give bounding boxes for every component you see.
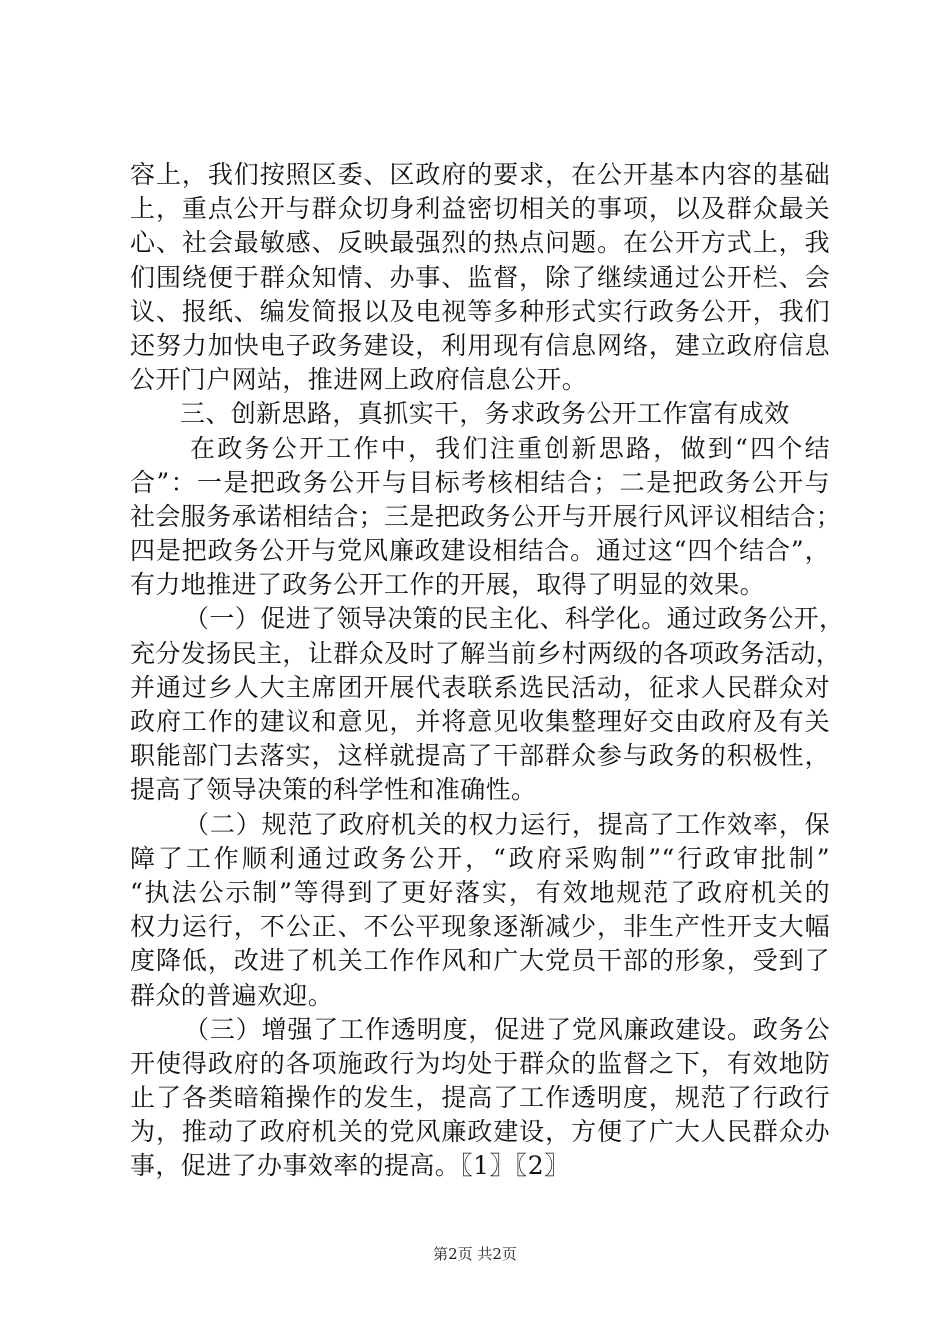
- body-line: （一）促进了领导决策的民主化、科学化。通过政务公开，: [184, 604, 845, 634]
- section-heading: 三、创新思路，真抓实干，务求政务公开工作富有成效: [180, 399, 790, 429]
- body-line: 上，重点公开与群众切身利益密切相关的事项，以及群众最关: [130, 194, 830, 224]
- body-line: （二）规范了政府机关的权力运行，提高了工作效率，保: [184, 809, 830, 839]
- body-line: 四是把政务公开与党风廉政建设相结合。通过这“四个结合”，: [130, 536, 830, 566]
- body-line: 在政务公开工作中，我们注重创新思路，做到“四个结: [190, 433, 830, 463]
- body-line: 为，推动了政府机关的党风廉政建设，方便了广大人民群众办: [130, 1117, 830, 1147]
- body-line: 们围绕便于群众知情、办事、监督，除了继续通过公开栏、会: [130, 262, 830, 292]
- body-line: 止了各类暗箱操作的发生，提高了工作透明度，规范了行政行: [130, 1083, 830, 1113]
- body-line: 容上，我们按照区委、区政府的要求，在公开基本内容的基础: [130, 160, 830, 189]
- body-line: 开使得政府的各项施政行为均处于群众的监督之下，有效地防: [130, 1048, 830, 1078]
- body-line: 公开门户网站，推进网上政府信息公开。: [130, 365, 588, 395]
- body-line: 社会服务承诺相结合；三是把政务公开与开展行风评议相结合；: [130, 501, 842, 531]
- document-body: [130, 158, 845, 1184]
- body-line: 政府工作的建议和意见，并将意见收集整理好交由政府及有关: [130, 707, 830, 736]
- body-line: 群众的普遍欢迎。: [130, 980, 334, 1010]
- body-line: 有力地推进了政务公开工作的开展，取得了明显的效果。: [130, 570, 766, 600]
- body-line: 权力运行，不公正、不公平现象逐渐减少，非生产性开支大幅: [130, 912, 830, 942]
- page-number: 第2页 共2页: [433, 1245, 517, 1263]
- body-line: 心、社会最敏感、反映最强烈的热点问题。在公开方式上，我: [130, 228, 830, 258]
- body-line: “执法公示制”等得到了更好落实，有效地规范了政府机关的: [130, 877, 830, 907]
- body-line: 职能部门去落实，这样就提高了干部群众参与政务的积极性，: [130, 741, 830, 771]
- body-line: 并通过乡人大主席团开展代表联系选民活动，征求人民群众对: [130, 672, 830, 702]
- body-line: 议、报纸、编发简报以及电视等多种形式实行政务公开，我们: [130, 296, 830, 326]
- body-line: 合”：一是把政务公开与目标考核相结合；二是把政务公开与: [130, 467, 830, 497]
- body-line: 事，促进了办事效率的提高。〖1〗〖2〗: [130, 1151, 570, 1181]
- body-line: 度降低，改进了机关工作作风和广大党员干部的形象，受到了: [130, 946, 830, 976]
- body-line: （三）增强了工作透明度，促进了党风廉政建设。政务公: [184, 1014, 830, 1044]
- body-line: 障了工作顺利通过政务公开，“政府采购制”“行政审批制”: [130, 843, 830, 873]
- body-line: 提高了领导决策的科学性和准确性。: [130, 775, 537, 805]
- body-line: 充分发扬民主，让群众及时了解当前乡村两级的各项政务活动，: [130, 638, 842, 668]
- body-line: 还努力加快电子政务建设，利用现有信息网络，建立政府信息: [130, 330, 830, 360]
